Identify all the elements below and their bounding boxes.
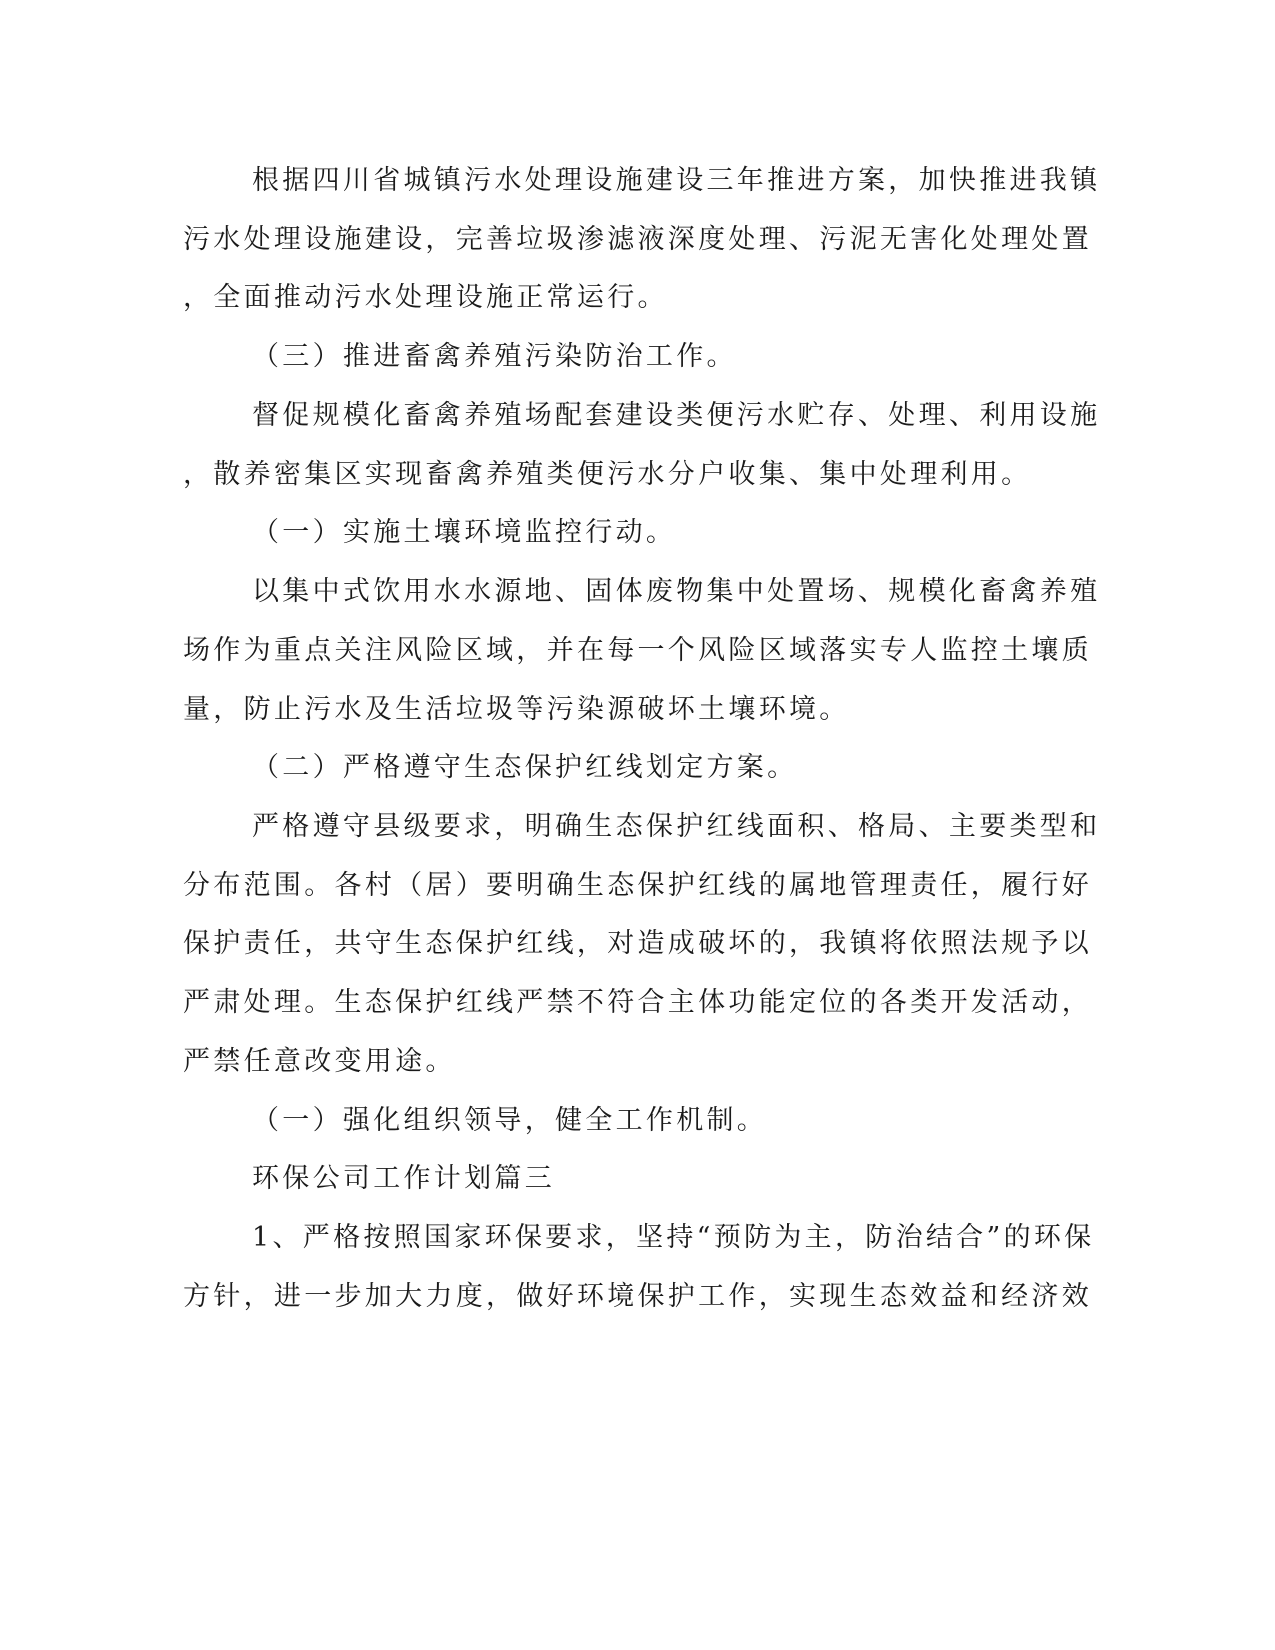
- paragraph-line: 严格遵守县级要求，明确生态保护红线面积、格局、主要类型和: [252, 811, 1101, 842]
- paragraph-line: 污水处理设施建设，完善垃圾渗滤液深度处理、污泥无害化处理处置: [183, 224, 1092, 255]
- paragraph-line: 以集中式饮用水水源地、固体废物集中处置场、规模化畜禽养殖: [252, 576, 1101, 607]
- paragraph-line: 根据四川省城镇污水处理设施建设三年推进方案，加快推进我镇: [252, 165, 1101, 196]
- paragraph-line: 督促规模化畜禽养殖场配套建设类便污水贮存、处理、利用设施: [252, 400, 1101, 431]
- paragraph-line: 方针，进一步加大力度，做好环境保护工作，实现生态效益和经济效: [183, 1281, 1092, 1312]
- paragraph-line: ，全面推动污水处理设施正常运行。: [183, 282, 668, 313]
- section-heading: （一）强化组织领导，健全工作机制。: [252, 1105, 768, 1136]
- section-heading: （三）推进畜禽养殖污染防治工作。: [252, 341, 737, 372]
- paragraph-line: 量，防止污水及生活垃圾等污染源破坏土壤环境。: [183, 694, 850, 725]
- paragraph-line: 严禁任意改变用途。: [183, 1046, 456, 1077]
- paragraph-line: 严肃处理。生态保护红线严禁不符合主体功能定位的各类开发活动，: [183, 987, 1092, 1018]
- section-heading: （二）严格遵守生态保护红线划定方案。: [252, 752, 798, 783]
- paragraph-line: ，散养密集区实现畜禽养殖类便污水分户收集、集中处理利用。: [183, 459, 1032, 490]
- section-title: 环保公司工作计划篇三: [252, 1163, 555, 1194]
- section-heading: （一）实施土壤环境监控行动。: [252, 517, 677, 548]
- paragraph-line: 保护责任，共守生态保护红线，对造成破坏的，我镇将依照法规予以: [183, 928, 1092, 959]
- paragraph-line: 场作为重点关注风险区域，并在每一个风险区域落实专人监控土壤质: [183, 635, 1092, 666]
- paragraph-line: 分布范围。各村（居）要明确生态保护红线的属地管理责任，履行好: [183, 870, 1092, 901]
- paragraph-line: 1、严格按照国家环保要求，坚持“预防为主，防治结合”的环保: [252, 1222, 1095, 1253]
